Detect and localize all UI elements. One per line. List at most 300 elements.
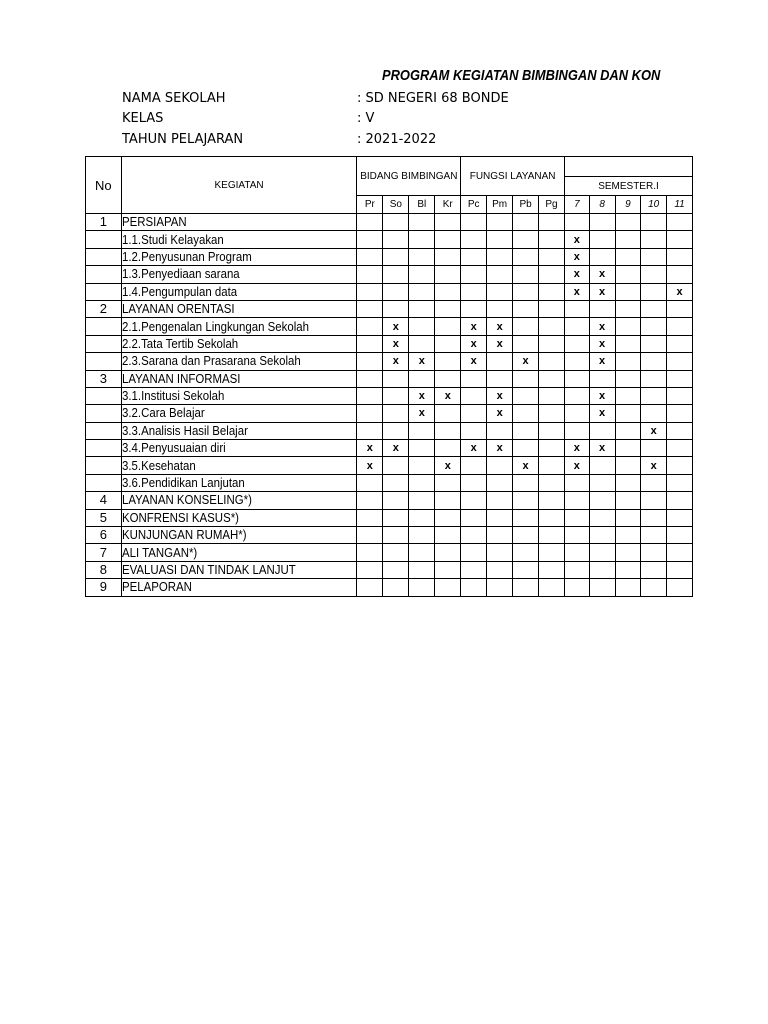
mark-cell: x	[383, 335, 409, 352]
activity-cell	[121, 387, 357, 404]
empty-cell	[357, 283, 383, 300]
table-row	[86, 579, 693, 596]
empty-cell	[487, 266, 513, 283]
empty-cell	[461, 457, 487, 474]
empty-cell	[487, 492, 513, 509]
col-header-9: 9	[615, 196, 641, 214]
empty-cell	[539, 335, 565, 352]
empty-cell	[487, 300, 513, 317]
empty-cell	[539, 214, 565, 231]
activity-cell	[121, 370, 357, 387]
info-value: : V	[357, 111, 375, 126]
info-label: KELAS	[122, 111, 164, 126]
empty-cell	[383, 527, 409, 544]
empty-cell	[357, 231, 383, 248]
row-number	[86, 457, 122, 474]
empty-cell	[513, 300, 539, 317]
info-label: NAMA SEKOLAH	[122, 91, 226, 106]
empty-cell	[589, 509, 615, 526]
activity-cell	[121, 283, 357, 300]
empty-cell	[357, 561, 383, 578]
activity-label: PELAPORAN	[121, 579, 192, 595]
empty-cell	[539, 300, 565, 317]
empty-cell	[409, 440, 435, 457]
row-number: 5	[86, 509, 122, 526]
empty-cell	[667, 387, 693, 404]
empty-cell	[383, 266, 409, 283]
empty-cell	[641, 335, 667, 352]
empty-cell	[589, 422, 615, 439]
empty-cell	[564, 544, 589, 561]
empty-cell	[383, 561, 409, 578]
empty-cell	[513, 422, 539, 439]
empty-cell	[487, 561, 513, 578]
col-header-pm: Pm	[487, 196, 513, 214]
empty-cell	[589, 248, 615, 265]
bidang-header: BIDANG BIMBINGAN	[357, 157, 461, 196]
empty-cell	[615, 579, 641, 596]
empty-cell	[513, 509, 539, 526]
row-number: 2	[86, 300, 122, 317]
empty-cell	[615, 214, 641, 231]
mark-cell: x	[589, 440, 615, 457]
semester-header: SEMESTER.I	[564, 177, 692, 196]
empty-cell	[641, 231, 667, 248]
empty-cell	[667, 509, 693, 526]
empty-cell	[383, 457, 409, 474]
empty-cell	[487, 231, 513, 248]
table-row	[86, 248, 693, 265]
empty-cell	[641, 214, 667, 231]
mark-cell: x	[641, 457, 667, 474]
empty-cell	[641, 544, 667, 561]
empty-cell	[641, 283, 667, 300]
empty-cell	[589, 370, 615, 387]
mark-cell: x	[461, 353, 487, 370]
empty-cell	[667, 231, 693, 248]
empty-cell	[409, 474, 435, 491]
empty-cell	[383, 231, 409, 248]
empty-cell	[513, 318, 539, 335]
mark-cell: x	[487, 387, 513, 404]
activity-label: 3.6.Pendidikan Lanjutan	[121, 475, 245, 491]
empty-cell	[615, 370, 641, 387]
empty-cell	[589, 457, 615, 474]
activity-label: LAYANAN KONSELING*)	[121, 492, 252, 508]
empty-cell	[564, 579, 589, 596]
table-row	[86, 266, 693, 283]
activity-cell	[121, 544, 357, 561]
empty-cell	[641, 300, 667, 317]
empty-cell	[435, 422, 461, 439]
empty-cell	[564, 422, 589, 439]
activity-cell	[121, 561, 357, 578]
col-header-7: 7	[564, 196, 589, 214]
empty-cell	[539, 474, 565, 491]
row-number	[86, 422, 122, 439]
empty-cell	[435, 370, 461, 387]
row-number	[86, 335, 122, 352]
empty-cell	[357, 474, 383, 491]
empty-cell	[513, 405, 539, 422]
table-row	[86, 283, 693, 300]
empty-cell	[615, 318, 641, 335]
empty-cell	[539, 422, 565, 439]
activity-cell	[121, 492, 357, 509]
empty-cell	[641, 248, 667, 265]
row-number	[86, 248, 122, 265]
empty-cell	[487, 248, 513, 265]
empty-cell	[539, 266, 565, 283]
empty-cell	[615, 527, 641, 544]
empty-cell	[513, 579, 539, 596]
empty-cell	[461, 561, 487, 578]
empty-cell	[667, 300, 693, 317]
table-row	[86, 457, 693, 474]
activity-cell	[121, 231, 357, 248]
empty-cell	[487, 353, 513, 370]
activity-cell	[121, 405, 357, 422]
empty-cell	[409, 509, 435, 526]
empty-cell	[667, 335, 693, 352]
empty-cell	[667, 440, 693, 457]
row-number: 6	[86, 527, 122, 544]
row-number: 9	[86, 579, 122, 596]
empty-cell	[539, 509, 565, 526]
empty-cell	[667, 579, 693, 596]
empty-cell	[641, 370, 667, 387]
empty-cell	[409, 318, 435, 335]
activity-label: ALI TANGAN*)	[121, 544, 197, 560]
empty-cell	[409, 544, 435, 561]
activity-label: 2.1.Pengenalan Lingkungan Sekolah	[121, 318, 309, 334]
empty-cell	[667, 370, 693, 387]
mark-cell: x	[589, 266, 615, 283]
empty-cell	[461, 231, 487, 248]
empty-cell	[589, 214, 615, 231]
mark-cell: x	[409, 405, 435, 422]
mark-cell: x	[435, 457, 461, 474]
empty-cell	[435, 335, 461, 352]
table-row	[86, 387, 693, 404]
empty-cell	[409, 492, 435, 509]
mark-cell: x	[513, 353, 539, 370]
empty-cell	[357, 353, 383, 370]
activity-cell	[121, 318, 357, 335]
mark-cell: x	[589, 318, 615, 335]
empty-cell	[615, 457, 641, 474]
table-row	[86, 527, 693, 544]
col-header-10: 10	[641, 196, 667, 214]
empty-cell	[513, 387, 539, 404]
table-row	[86, 422, 693, 439]
activity-table	[85, 156, 693, 597]
empty-cell	[667, 353, 693, 370]
empty-cell	[357, 544, 383, 561]
empty-cell	[539, 231, 565, 248]
empty-cell	[435, 405, 461, 422]
empty-cell	[409, 457, 435, 474]
activity-label: LAYANAN INFORMASI	[121, 370, 241, 386]
empty-cell	[564, 509, 589, 526]
empty-cell	[564, 492, 589, 509]
empty-cell	[461, 492, 487, 509]
empty-cell	[539, 370, 565, 387]
empty-cell	[539, 283, 565, 300]
mark-cell: x	[357, 440, 383, 457]
activity-label: 2.2.Tata Tertib Sekolah	[121, 335, 238, 351]
table-row	[86, 561, 693, 578]
empty-cell	[435, 492, 461, 509]
empty-cell	[435, 214, 461, 231]
empty-cell	[589, 527, 615, 544]
mark-cell: x	[487, 405, 513, 422]
activity-cell	[121, 300, 357, 317]
empty-cell	[383, 387, 409, 404]
empty-cell	[667, 248, 693, 265]
empty-cell	[409, 579, 435, 596]
empty-cell	[409, 335, 435, 352]
empty-cell	[564, 405, 589, 422]
mark-cell: x	[435, 387, 461, 404]
empty-cell	[641, 387, 667, 404]
mark-cell: x	[667, 283, 693, 300]
empty-cell	[435, 231, 461, 248]
empty-cell	[461, 474, 487, 491]
empty-cell	[667, 318, 693, 335]
empty-cell	[357, 266, 383, 283]
activity-cell	[121, 266, 357, 283]
empty-cell	[409, 266, 435, 283]
empty-cell	[615, 509, 641, 526]
activity-cell	[121, 353, 357, 370]
empty-cell	[589, 231, 615, 248]
empty-cell	[641, 353, 667, 370]
empty-cell	[539, 457, 565, 474]
activity-cell	[121, 335, 357, 352]
empty-cell	[487, 544, 513, 561]
activity-cell	[121, 509, 357, 526]
mark-cell: x	[564, 457, 589, 474]
empty-cell	[357, 527, 383, 544]
mark-cell: x	[409, 353, 435, 370]
empty-cell	[539, 561, 565, 578]
empty-cell	[383, 544, 409, 561]
semester-top-blank	[564, 157, 692, 177]
empty-cell	[461, 283, 487, 300]
empty-cell	[641, 318, 667, 335]
table-row	[86, 474, 693, 491]
empty-cell	[461, 300, 487, 317]
col-header-pb: Pb	[513, 196, 539, 214]
mark-cell: x	[564, 231, 589, 248]
col-header-8: 8	[589, 196, 615, 214]
row-number: 3	[86, 370, 122, 387]
empty-cell	[615, 405, 641, 422]
info-label: TAHUN PELAJARAN	[122, 132, 244, 147]
empty-cell	[667, 422, 693, 439]
activity-label: 3.4.Penyusuaian diri	[121, 440, 226, 456]
table-row	[86, 353, 693, 370]
empty-cell	[487, 509, 513, 526]
empty-cell	[357, 422, 383, 439]
empty-cell	[435, 283, 461, 300]
mark-cell: x	[564, 283, 589, 300]
mark-cell: x	[589, 353, 615, 370]
empty-cell	[615, 283, 641, 300]
table-row	[86, 370, 693, 387]
empty-cell	[667, 266, 693, 283]
activity-cell	[121, 457, 357, 474]
activity-label: 1.4.Pengumpulan data	[121, 283, 237, 299]
empty-cell	[615, 422, 641, 439]
empty-cell	[513, 527, 539, 544]
empty-cell	[539, 544, 565, 561]
row-number	[86, 266, 122, 283]
empty-cell	[487, 370, 513, 387]
activity-label: 3.1.Institusi Sekolah	[121, 388, 225, 404]
empty-cell	[564, 318, 589, 335]
row-number	[86, 387, 122, 404]
table-row	[86, 405, 693, 422]
empty-cell	[383, 300, 409, 317]
empty-cell	[435, 561, 461, 578]
mark-cell: x	[487, 318, 513, 335]
empty-cell	[513, 266, 539, 283]
empty-cell	[461, 405, 487, 422]
empty-cell	[641, 492, 667, 509]
header-row-top	[86, 157, 693, 177]
empty-cell	[564, 474, 589, 491]
row-number	[86, 405, 122, 422]
table-row	[86, 544, 693, 561]
empty-cell	[564, 561, 589, 578]
row-number: 7	[86, 544, 122, 561]
empty-cell	[539, 387, 565, 404]
mark-cell: x	[564, 440, 589, 457]
empty-cell	[615, 387, 641, 404]
empty-cell	[461, 370, 487, 387]
empty-cell	[667, 214, 693, 231]
empty-cell	[564, 527, 589, 544]
empty-cell	[461, 214, 487, 231]
empty-cell	[357, 579, 383, 596]
activity-label: 3.3.Analisis Hasil Belajar	[121, 422, 248, 438]
table-row	[86, 318, 693, 335]
col-header-pc: Pc	[461, 196, 487, 214]
col-header-11: 11	[667, 196, 693, 214]
activity-label: KUNJUNGAN RUMAH*)	[121, 527, 247, 543]
empty-cell	[383, 474, 409, 491]
empty-cell	[667, 527, 693, 544]
empty-cell	[409, 370, 435, 387]
row-number: 4	[86, 492, 122, 509]
empty-cell	[409, 231, 435, 248]
empty-cell	[564, 370, 589, 387]
row-number	[86, 318, 122, 335]
empty-cell	[461, 509, 487, 526]
empty-cell	[589, 544, 615, 561]
empty-cell	[461, 422, 487, 439]
empty-cell	[461, 266, 487, 283]
empty-cell	[513, 231, 539, 248]
empty-cell	[641, 474, 667, 491]
empty-cell	[409, 561, 435, 578]
empty-cell	[615, 492, 641, 509]
col-header-pr: Pr	[357, 196, 383, 214]
empty-cell	[667, 492, 693, 509]
empty-cell	[641, 405, 667, 422]
empty-cell	[487, 283, 513, 300]
table-body	[86, 214, 693, 597]
empty-cell	[487, 527, 513, 544]
empty-cell	[461, 387, 487, 404]
no-header: No	[86, 157, 122, 214]
row-number	[86, 231, 122, 248]
empty-cell	[513, 440, 539, 457]
activity-label: 1.2.Penyusunan Program	[121, 248, 252, 264]
empty-cell	[357, 248, 383, 265]
empty-cell	[513, 248, 539, 265]
empty-cell	[435, 353, 461, 370]
empty-cell	[357, 370, 383, 387]
activity-cell	[121, 214, 357, 231]
empty-cell	[667, 561, 693, 578]
row-number: 1	[86, 214, 122, 231]
empty-cell	[615, 440, 641, 457]
empty-cell	[409, 214, 435, 231]
empty-cell	[435, 440, 461, 457]
empty-cell	[539, 353, 565, 370]
mark-cell: x	[564, 266, 589, 283]
empty-cell	[383, 422, 409, 439]
empty-cell	[513, 492, 539, 509]
col-header-so: So	[383, 196, 409, 214]
empty-cell	[539, 248, 565, 265]
empty-cell	[539, 318, 565, 335]
activity-label: LAYANAN ORENTASI	[121, 301, 235, 317]
empty-cell	[539, 405, 565, 422]
empty-cell	[357, 214, 383, 231]
empty-cell	[383, 405, 409, 422]
empty-cell	[615, 266, 641, 283]
table-row	[86, 509, 693, 526]
empty-cell	[641, 527, 667, 544]
empty-cell	[357, 335, 383, 352]
activity-label: EVALUASI DAN TINDAK LANJUT	[121, 562, 296, 577]
empty-cell	[615, 474, 641, 491]
empty-cell	[461, 527, 487, 544]
mark-cell: x	[357, 457, 383, 474]
empty-cell	[589, 561, 615, 578]
activity-cell	[121, 579, 357, 596]
info-value: : 2021-2022	[357, 132, 437, 147]
activity-header: KEGIATAN	[121, 157, 357, 214]
empty-cell	[641, 579, 667, 596]
empty-cell	[409, 422, 435, 439]
empty-cell	[641, 266, 667, 283]
empty-cell	[383, 492, 409, 509]
mark-cell: x	[589, 335, 615, 352]
empty-cell	[513, 370, 539, 387]
table-row	[86, 492, 693, 509]
empty-cell	[357, 387, 383, 404]
page-title: PROGRAM KEGIATAN BIMBINGAN DAN KON	[382, 67, 661, 84]
col-header-kr: Kr	[435, 196, 461, 214]
empty-cell	[357, 492, 383, 509]
empty-cell	[641, 509, 667, 526]
empty-cell	[409, 283, 435, 300]
